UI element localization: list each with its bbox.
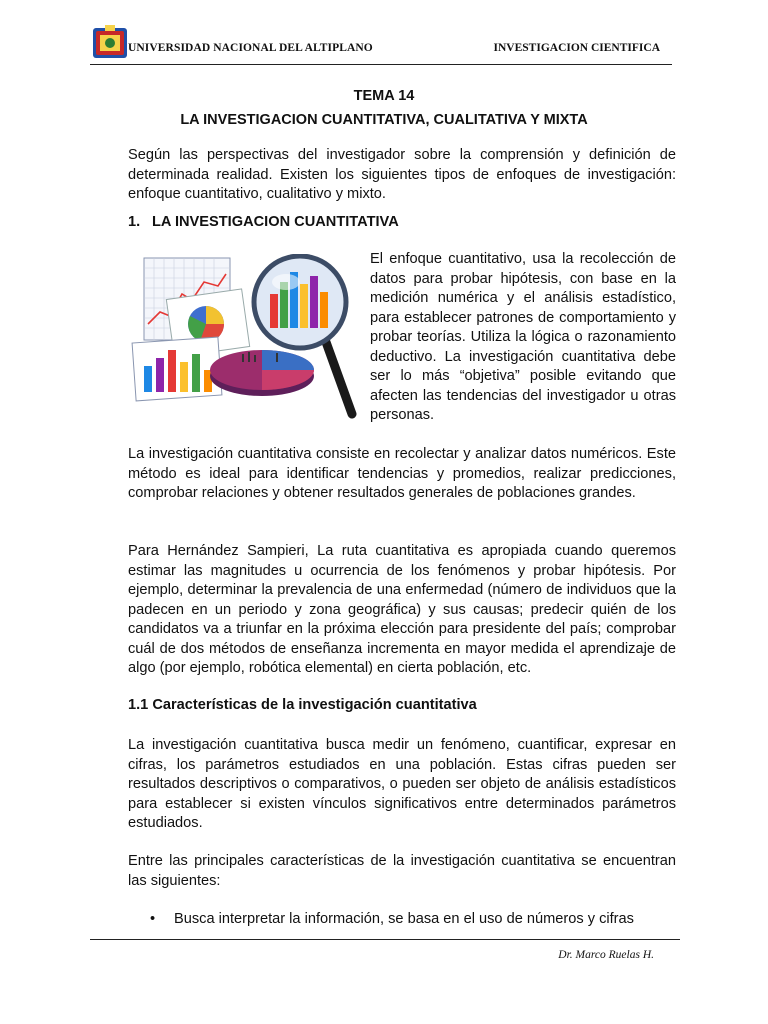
intro-paragraph: Según las perspectivas del investigador sobre la comprensión y definición de determinada realidad. Existen los siguientes tipos de enfoques de investigación: enfoque cuantitativo, cualitativo y mixto. [128, 147, 676, 202]
paragraph: La investigación cuantitativa consiste en recolectar y analizar datos numéricos. Este método es ideal para identificar tendencias y promedios, realizar predicciones, comprobar relaciones y obtener resultados generales de poblaciones grandes. [128, 446, 676, 501]
section-number: 1. [128, 214, 141, 230]
subsection-heading: 1.1 Características de la investigación cuantitativa [128, 697, 477, 713]
course-name: INVESTIGACION CIENTIFICA [493, 42, 660, 54]
section-heading [128, 214, 399, 230]
university-crest-icon [92, 24, 128, 60]
footer-divider [90, 939, 680, 940]
bullet-icon: • [150, 911, 156, 927]
paragraph: La investigación cuantitativa busca medir un fenómeno, cuantificar, expresar en cifras, los parámetros estudiados en una población. Estas cifras pueden ser resultados descriptivos o comparativos, o pueden ser objeto de análisis estadísticos para establecer si existen vínculos significativos entre determinados parámetros estudiados. [128, 737, 676, 831]
university-name: UNIVERSIDAD NACIONAL DEL ALTIPLANO [128, 42, 373, 54]
paragraph: Entre las principales características de la investigación cuantitativa se encuentran las siguientes: [128, 853, 676, 889]
header-divider [90, 64, 672, 65]
list-item [150, 911, 634, 927]
section-title: LA INVESTIGACION CUANTITATIVA [152, 214, 399, 230]
topic-number: TEMA 14 [353, 88, 415, 104]
quantitative-description: El enfoque cuantitativo, usa la recolección de datos para probar hipótesis, con base en la medición numérica y el análisis estadístico, para establecer patrones de comportamiento y probar teorías. Utiliza la lógica o razonamiento deductivo. La investigación cuantitativa debe ser lo más “objetiva” posible evitando que afecten las tendencias del investigador u otras personas. [370, 251, 676, 423]
page-header [90, 24, 672, 64]
charts-magnifier-illustration [130, 254, 360, 420]
author-footer: Dr. Marco Ruelas H. [558, 949, 654, 961]
paragraph: Para Hernández Sampieri, La ruta cuantitativa es apropiada cuando queremos estimar las magnitudes u ocurrencia de los fenómenos y probar hipótesis. Por ejemplo, determinar la prevalencia de una enfermedad (número de individuos que la padecen en un periodo y zona geográfica) y sus causas; predecir quién de los candidatos va a triunfar en la próxima elección para presidente del país; comprobar cuál de dos métodos de enseñanza incrementa en mayor medida el aprendizaje de algo (por ejemplo, robótica elemental) en cierta población, etc. [128, 543, 676, 676]
list-item-text: Busca interpretar la información, se basa en el uso de números y cifras [174, 911, 634, 927]
page-title: LA INVESTIGACION CUANTITATIVA, CUALITATIVA Y MIXTA [180, 112, 588, 128]
